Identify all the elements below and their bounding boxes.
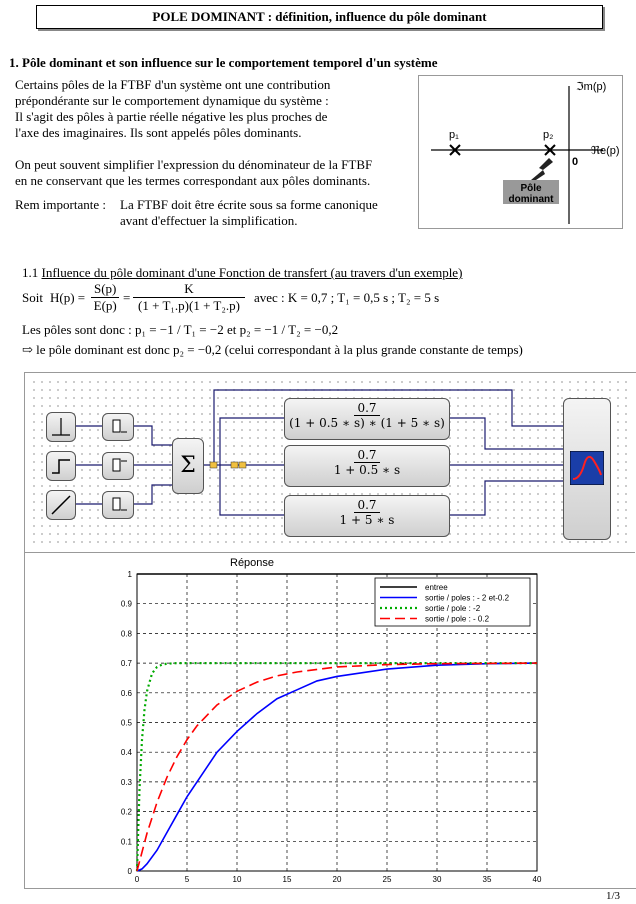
subsection-heading: 1.1 Influence du pôle dominant d'une Fonction de transfert (au travers d'un exemple) <box>22 265 463 280</box>
badge-line1: Pôle <box>520 183 542 194</box>
sp-ep-fraction: S(p) E(p) <box>91 281 119 314</box>
y-tick-label: 0.9 <box>120 599 132 609</box>
page-title: POLE DOMINANT : définition, influence du pôle dominant <box>36 5 603 29</box>
x-tick-label: 20 <box>332 875 342 884</box>
x-tick-label: 5 <box>184 875 190 884</box>
y-tick-label: 0.6 <box>120 688 132 698</box>
dominant-pole-line: ⇨ le pôle dominant est donc p₂ = −0,2 (celui correspondant à la plus grande constante de temps) <box>22 342 523 357</box>
legend-label: sortie / pole : -2 <box>425 604 481 613</box>
legend-label: sortie / poles : - 2 et-0.2 <box>425 593 510 603</box>
p1-label: p₁ <box>449 129 459 141</box>
transfer-function-pole-minus-0-2[interactable]: 0.7 1 + 5 ∗ s <box>284 495 450 537</box>
y-tick-label: 0.7 <box>120 659 132 669</box>
origin-label: 0 <box>572 156 579 168</box>
x-tick-label: 15 <box>282 875 292 884</box>
p2-label: p₂ <box>543 129 554 141</box>
x-tick-label: 30 <box>432 875 442 884</box>
y-tick-label: 0.3 <box>120 777 132 787</box>
definition-paragraph: Certains pôles de la FTBF d'un système ont une contribution prépondérante sur le comportement dynamique du système : Il s'agit des pôles à partie réelle négative les plus proches de l'axe des imaginaires. Ils sont appelés pôles dominants. <box>15 77 331 140</box>
remark-label: Rem importante : <box>15 197 106 212</box>
chart-title: Réponse <box>230 557 275 569</box>
badge-line2: dominant <box>508 194 554 205</box>
x-tick-label: 10 <box>232 875 242 884</box>
y-tick-label: 0.8 <box>120 629 132 639</box>
k-fraction: K (1 + T₁.p)(1 + T₂.p) <box>133 281 245 314</box>
sum-block[interactable]: Σ <box>172 438 204 494</box>
y-tick-label: 0.2 <box>120 807 132 817</box>
y-tick-label: 0.4 <box>120 748 132 758</box>
y-tick-label: 0.5 <box>120 718 132 728</box>
parameters: avec : K = 0,7 ; T₁ = 0,5 s ; T₂ = 5 s <box>254 290 440 305</box>
x-tick-label: 40 <box>532 875 542 884</box>
soit-label: Soit <box>22 290 43 305</box>
equals-sign: = <box>123 290 131 305</box>
y-tick-label: 0.1 <box>120 837 132 847</box>
section-heading: 1. Pôle dominant et son influence sur le comportement temporel d'un système <box>9 55 438 70</box>
y-tick-label: 1 <box>127 570 132 579</box>
x-tick-label: 25 <box>382 875 392 884</box>
transfer-function-two-poles[interactable]: 0.7 (1 + 0.5 ∗ s) ∗ (1 + 5 ∗ s) <box>284 398 450 440</box>
re-axis-label: ℜe(p) <box>591 145 620 157</box>
simplification-paragraph: On peut souvent simplifier l'expression du dénominateur de la FTBF en ne conservant que les termes correspondant aux pôles dominants. <box>15 157 373 188</box>
y-tick-label: 0 <box>127 867 132 876</box>
poles-line: Les pôles sont donc : p₁ = −1 / T₁ = −2 et p₂ = −1 / T₂ = −0,2 <box>22 322 339 337</box>
remark-text: La FTBF doit être écrite sous sa forme canonique avant d'effectuer la simplification. <box>120 197 378 228</box>
page-number: 1/3 <box>606 890 621 902</box>
legend-label: sortie / pole : - 0.2 <box>425 614 490 624</box>
x-tick-label: 0 <box>134 875 140 884</box>
hp-label: H(p) = <box>50 290 86 305</box>
x-tick-label: 35 <box>482 875 492 884</box>
transfer-function-pole-minus-2[interactable]: 0.7 1 + 0.5 ∗ s <box>284 445 450 487</box>
legend-label: entree <box>425 583 448 592</box>
im-axis-label: ℑm(p) <box>576 81 607 93</box>
